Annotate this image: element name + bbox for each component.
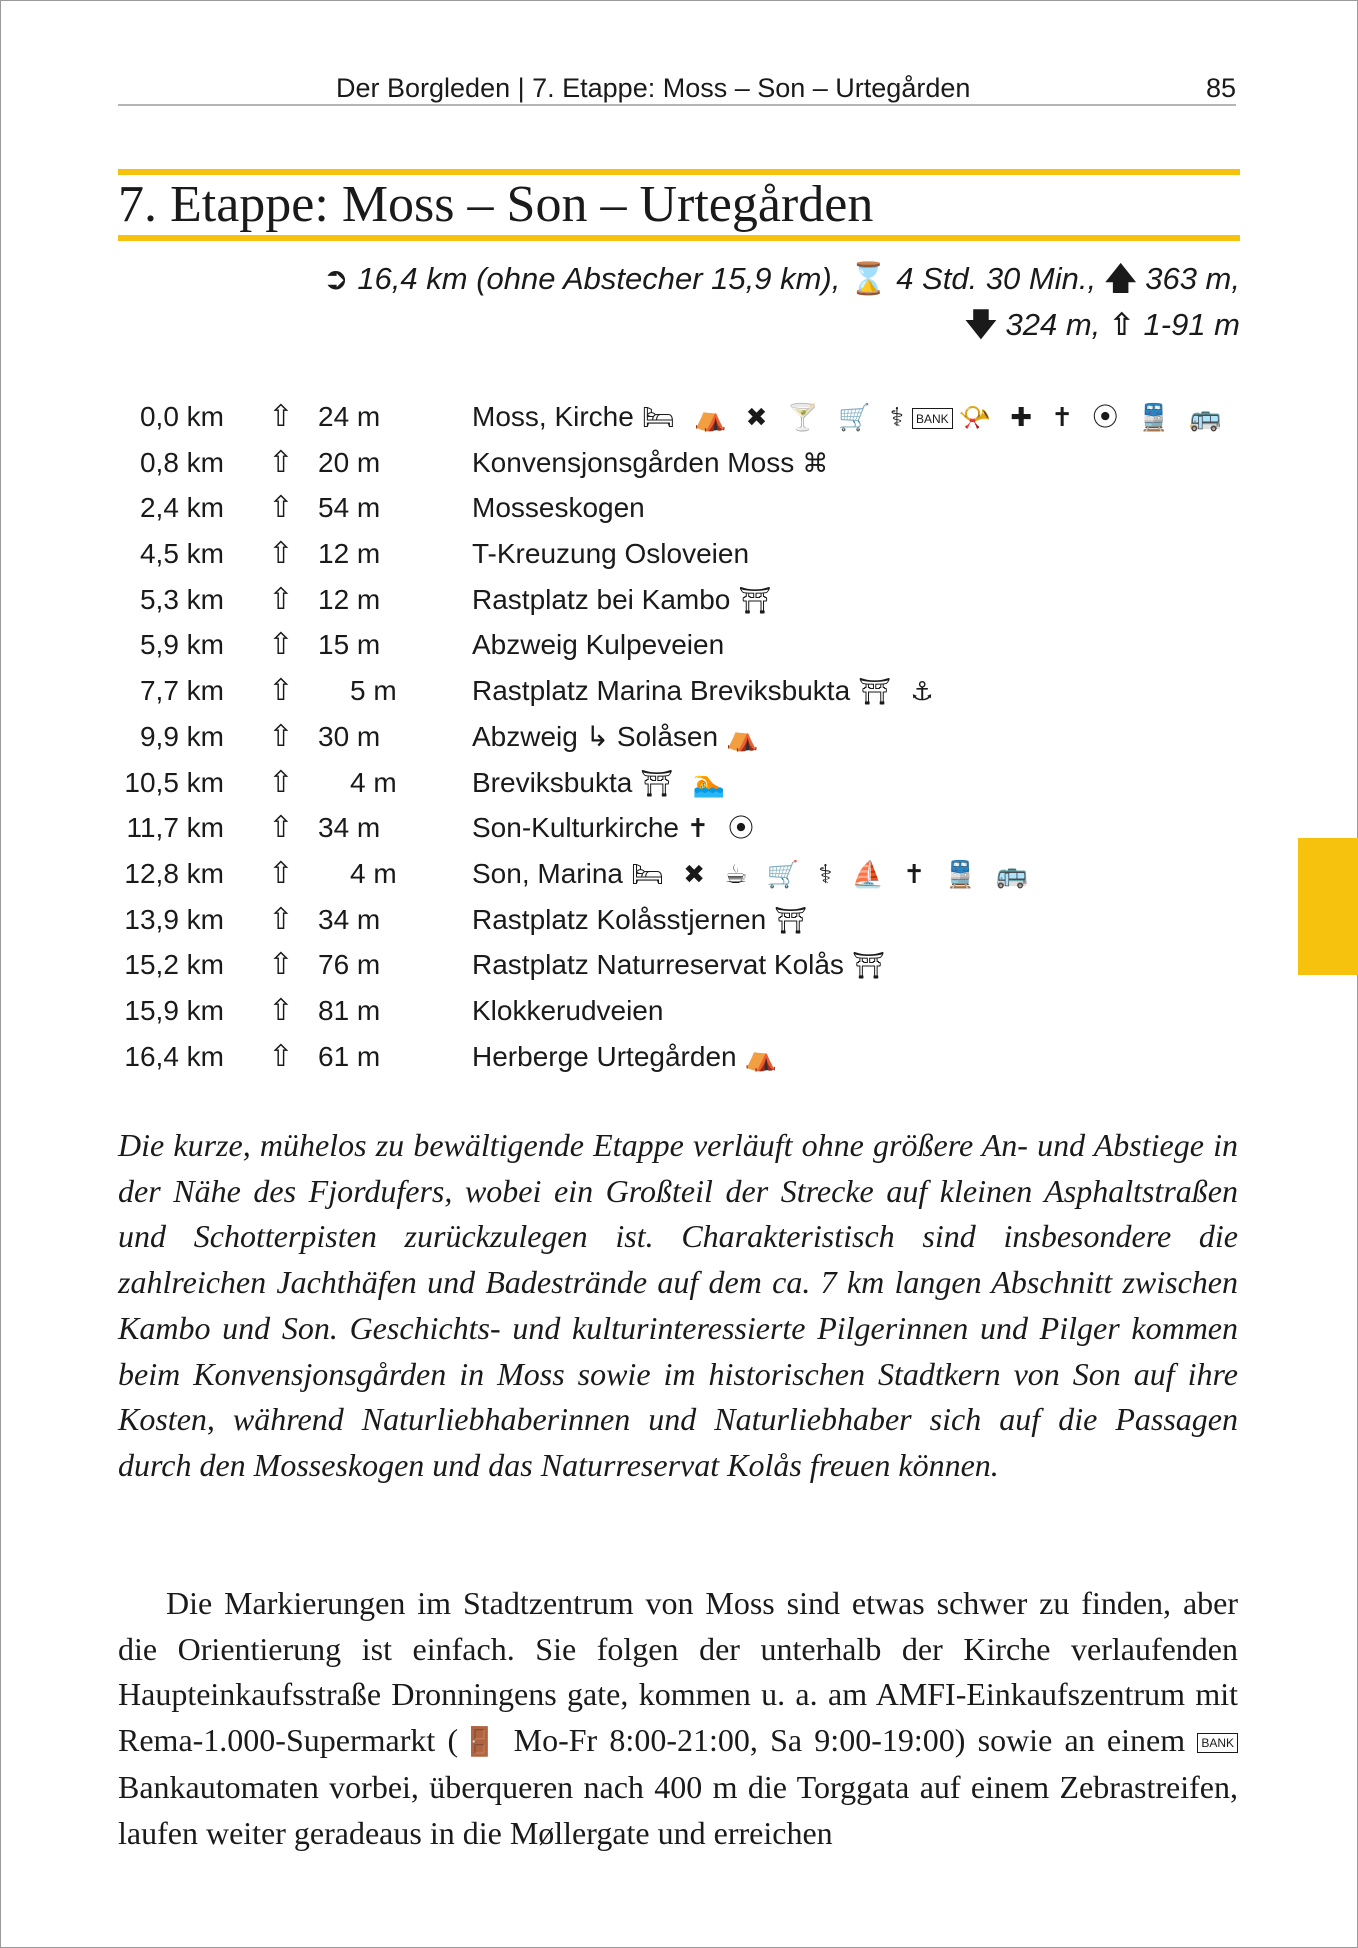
descent-arrow-icon: 🡇	[965, 307, 997, 342]
stage-summary	[323, 256, 1240, 348]
page-number: 85	[1205, 73, 1236, 103]
waypoint-place	[472, 760, 731, 806]
waypoint-row	[118, 1034, 1238, 1080]
elevation-arrow-icon: ⇧	[268, 993, 294, 1027]
summary-descent: 324 m,	[1005, 307, 1101, 342]
waypoint-altitude: 4 m	[350, 766, 397, 798]
waypoint-distance: 5,3 km	[139, 583, 224, 615]
waypoint-altitude: 54 m	[318, 492, 381, 524]
waypoint-name: Rastplatz Marina Breviksbukta	[472, 675, 851, 707]
summary-elevation-range: 1-91 m	[1143, 307, 1240, 342]
amenity-icons-a: ⌘	[802, 447, 835, 478]
chapter-thumb-tab	[1298, 838, 1358, 975]
amenity-icons	[852, 943, 891, 988]
waypoint-row	[118, 531, 1238, 577]
elevation-arrow-icon: ⇧	[268, 491, 294, 525]
header-rule	[118, 104, 1236, 106]
waypoint-name: Moss, Kirche	[472, 401, 634, 432]
waypoint-distance: 0,0 km	[139, 401, 224, 432]
waypoint-name: Abzweig Kulpeveien	[472, 629, 725, 661]
waypoint-row	[118, 577, 1238, 623]
waypoint-row	[118, 394, 1238, 440]
waypoint-place	[472, 485, 645, 530]
summary-time: 4 Std. 30 Min.,	[896, 261, 1097, 296]
amenity-icons	[642, 395, 1228, 440]
body-text-part-2: Mo-Fr 8:00-21:00, Sa 9:00-19:00) sowie an einem	[501, 1721, 1198, 1758]
waypoint-place	[472, 942, 891, 988]
waypoint-distance: 12,8 km	[124, 857, 224, 889]
amenity-icons	[631, 852, 1034, 897]
waypoint-altitude: 81 m	[318, 994, 381, 1026]
amenity-icons-a: ⛩	[774, 904, 814, 935]
amenity-icons-a: ⛩	[851, 950, 891, 981]
amenity-icons	[726, 715, 764, 760]
waypoint-row	[118, 714, 1238, 760]
waypoint-row	[118, 805, 1238, 851]
waypoint-distance: 13,9 km	[124, 903, 224, 935]
waypoint-row	[118, 440, 1238, 486]
waypoint-row	[118, 760, 1238, 806]
waypoint-name: Son-Kulturkirche	[472, 812, 679, 844]
waypoint-row	[118, 668, 1238, 714]
running-title: Der Borgleden | 7. Etappe: Moss – Son – Urtegården	[336, 73, 971, 103]
amenity-icons	[640, 761, 731, 806]
body-text-part-3: Bankautomaten vorbei, überqueren nach 400 m die Torggata auf einem Zebrastreifen, laufen weiter geradeaus in die Møllergate und erreichen	[118, 1769, 1238, 1851]
waypoint-distance: 5,9 km	[139, 629, 224, 661]
elevation-arrow-icon: ⇧	[268, 628, 294, 662]
amenity-icons	[687, 806, 760, 851]
elevation-arrow-icon: ⇧	[268, 445, 294, 479]
waypoint-place	[472, 805, 760, 851]
waypoint-place	[472, 622, 724, 667]
amenity-icons-a: ⛺	[744, 1041, 783, 1072]
chapter-title: 7. Etappe: Moss – Son – Urtegården	[118, 176, 874, 233]
waypoint-distance: 16,4 km	[124, 1040, 224, 1072]
bank-icon: BANK	[1197, 1733, 1238, 1753]
waypoint-altitude: 4 m	[350, 857, 397, 889]
waypoint-place	[472, 394, 1227, 440]
waypoint-altitude: 20 m	[318, 446, 381, 478]
waypoint-altitude: 5 m	[350, 675, 397, 707]
elevation-arrow-icon: ⇧	[268, 400, 294, 433]
elevation-arrow-icon: ⇧	[268, 582, 294, 616]
waypoint-distance: 15,9 km	[124, 994, 224, 1026]
waypoint-row	[118, 851, 1238, 897]
summary-line-2	[323, 302, 1240, 348]
intro-paragraph: Die kurze, mühelos zu bewältigende Etappe verläuft ohne größere An- und Abstiege in der Nähe des Fjordufers, wobei ein Großteil der Strecke auf kleinen Asphaltstraßen und Schotterpisten zurückzulegen ist. Charakteristisch sind insbesondere die zahlreichen Jachthäfen und Badestrände auf dem ca. 7 km langen Abschnitt zwischen Kambo und Son. Geschichts- und kulturinteressierte Pilgerinnen und Pilger kommen beim Konvensjonsgården in Moss sowie im historischen Stadtkern von Son auf ihre Kosten, während Naturliebhaberinnen und Naturliebhaber sich auf die Passagen durch den Mosseskogen und das Naturreservat Kolås freuen können.	[118, 1127, 1238, 1483]
elevation-arrow-icon: ⇧	[268, 856, 294, 890]
waypoint-place	[472, 531, 749, 576]
waypoint-name: Mosseskogen	[472, 492, 645, 524]
waypoint-distance: 7,7 km	[139, 675, 224, 707]
waypoint-distance: 15,2 km	[124, 949, 224, 981]
waypoint-row	[118, 988, 1238, 1034]
waypoint-place	[472, 440, 834, 486]
amenity-icons	[738, 578, 777, 623]
waypoint-distance: 4,5 km	[139, 538, 224, 570]
elevation-arrow-icon: ⇧	[268, 811, 294, 845]
distance-icon: ➲	[322, 261, 349, 296]
waypoint-name: Rastplatz Naturreservat Kolås	[472, 949, 844, 981]
door-icon: 🚪	[458, 1726, 502, 1758]
amenity-icons-a: ⛩ 🏊	[640, 767, 731, 798]
waypoint-place	[472, 577, 777, 623]
amenity-icons	[745, 1035, 783, 1080]
waypoint-place	[472, 1034, 783, 1080]
waypoint-distance: 0,8 km	[139, 446, 224, 478]
bank-icon: BANK	[912, 408, 953, 429]
waypoint-place	[472, 988, 663, 1033]
waypoint-name: T-Kreuzung Osloveien	[472, 538, 750, 570]
elevation-arrow-icon: ⇧	[268, 1039, 294, 1073]
amenity-icons-a: 🛏 ✖ ☕ 🛒 ⚕ ⛵ ✝ 🚆 🚌	[630, 858, 1035, 889]
body-text-part-1: Die Markierungen im Stadtzentrum von Moss sind etwas schwer zu finden, aber die Orientierung ist einfach. Sie folgen der unterhalb der Kirche verlaufenden Haupteinkaufsstraße Dronningens gate, kommen u. a. am AMFI-Einkaufszentrum mit Rema-1.000-Supermarkt (	[118, 1585, 1238, 1758]
waypoint-distance: 9,9 km	[139, 720, 224, 752]
waypoint-place	[472, 851, 1034, 897]
summary-ascent: 363 m,	[1145, 261, 1240, 296]
waypoint-distance: 10,5 km	[124, 766, 224, 798]
waypoint-name: Rastplatz Kolåsstjernen	[472, 903, 767, 935]
hourglass-icon: ⌛	[848, 261, 888, 296]
amenity-icons-a: ⛩	[738, 584, 778, 615]
waypoint-place	[472, 897, 813, 943]
waypoint-row	[118, 942, 1238, 988]
waypoint-altitude: 34 m	[318, 812, 381, 844]
waypoint-distance: 2,4 km	[139, 492, 224, 524]
waypoint-place	[472, 668, 940, 714]
waypoint-name: Breviksbukta	[472, 766, 633, 798]
waypoint-row	[118, 622, 1238, 668]
waypoint-altitude: 61 m	[318, 1040, 381, 1072]
body-paragraph	[118, 1581, 1238, 1857]
amenity-icons-a: 🛏 ⛺ ✖ 🍸 🛒 ⚕	[641, 402, 910, 432]
waypoint-row	[118, 897, 1238, 943]
waypoint-name: Son, Marina	[472, 857, 623, 889]
waypoint-name: Klokkerudveien	[472, 994, 664, 1026]
elevation-arrow-icon: ⇧	[268, 948, 294, 982]
amenity-icons	[802, 441, 834, 486]
running-header	[118, 70, 1236, 106]
waypoint-altitude: 30 m	[318, 720, 381, 752]
waypoint-table	[118, 394, 1238, 1079]
elevation-arrow-icon: ⇧	[268, 537, 294, 571]
waypoint-altitude: 76 m	[318, 949, 381, 981]
waypoint-altitude: 34 m	[318, 903, 381, 935]
summary-distance: 16,4 km (ohne Abstecher 15,9 km),	[357, 261, 841, 296]
amenity-icons-a: ⛩ ⚓	[858, 676, 940, 707]
amenity-icons-a: ✝ ⦿	[686, 813, 760, 844]
waypoint-altitude: 12 m	[318, 583, 381, 615]
title-rule-bottom	[118, 235, 1240, 241]
waypoint-altitude: 12 m	[318, 538, 381, 570]
amenity-icons-a: ⛺	[726, 721, 765, 752]
waypoint-name: Konvensjonsgården Moss	[472, 446, 795, 478]
ascent-arrow-icon: 🡅	[1104, 261, 1137, 296]
summary-line-1	[323, 256, 1240, 302]
amenity-icons-b: 📯 ✚ ✝ ⦿ 🚆 🚌	[958, 402, 1228, 432]
waypoint-place	[472, 714, 764, 760]
elevation-arrow-icon: ⇧	[268, 719, 294, 753]
waypoint-distance: 11,7 km	[126, 812, 224, 844]
elevation-arrow-icon: ⇧	[268, 765, 294, 799]
waypoint-name: Abzweig ↳ Solåsen	[472, 720, 719, 752]
elevation-icon: ⇧	[1108, 307, 1135, 342]
waypoint-altitude: 15 m	[318, 629, 381, 661]
waypoint-name: Herberge Urtegården	[472, 1040, 737, 1072]
amenity-icons	[858, 669, 940, 714]
amenity-icons	[774, 898, 813, 943]
waypoint-altitude: 24 m	[318, 401, 381, 432]
waypoint-row	[118, 485, 1238, 531]
elevation-arrow-icon: ⇧	[268, 674, 294, 708]
waypoint-name: Rastplatz bei Kambo	[472, 583, 731, 615]
elevation-arrow-icon: ⇧	[268, 902, 294, 936]
